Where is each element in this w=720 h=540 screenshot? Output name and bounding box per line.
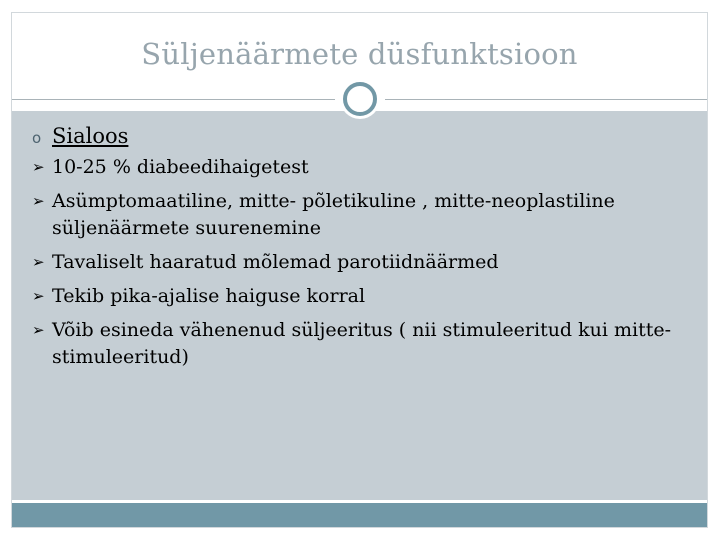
- bullet-text: Asümptomaatiline, mitte- põletikuline , mitte-neoplastiline süljenäärmete suurenemine: [52, 190, 615, 239]
- divider-line-left: [12, 99, 335, 100]
- bullet-text: 10-25 % diabeedihaigetest: [52, 156, 309, 178]
- bullet-item: [32, 317, 692, 371]
- footer-band: [12, 503, 707, 527]
- slide-content: [32, 124, 692, 378]
- arrow-bullet-icon: ➢: [32, 192, 45, 210]
- arrow-bullet-icon: ➢: [32, 321, 45, 339]
- arrow-bullet-icon: ➢: [32, 287, 45, 305]
- heading-text: Sialoos: [52, 124, 129, 148]
- arrow-bullet-icon: ➢: [32, 158, 45, 176]
- bullet-text: Võib esineda vähenenud süljeeritus ( nii stimuleeritud kui mitte-stimuleeritud): [52, 319, 672, 368]
- bullet-item: [32, 154, 692, 181]
- bullet-text: Tavaliselt haaratud mõlemad parotiidnäärmed: [52, 251, 499, 273]
- bullet-item: [32, 249, 692, 276]
- bullet-item: [32, 283, 692, 310]
- section-heading: [32, 124, 692, 148]
- bullet-item: [32, 188, 692, 242]
- slide-title: Süljenäärmete düsfunktsioon: [141, 37, 578, 71]
- bullet-text: Tekib pika-ajalise haiguse korral: [52, 285, 366, 307]
- arrow-bullet-icon: ➢: [32, 253, 45, 271]
- divider-line-right: [385, 99, 707, 100]
- ring-icon: [340, 79, 380, 119]
- circle-bullet-icon: o: [32, 129, 42, 147]
